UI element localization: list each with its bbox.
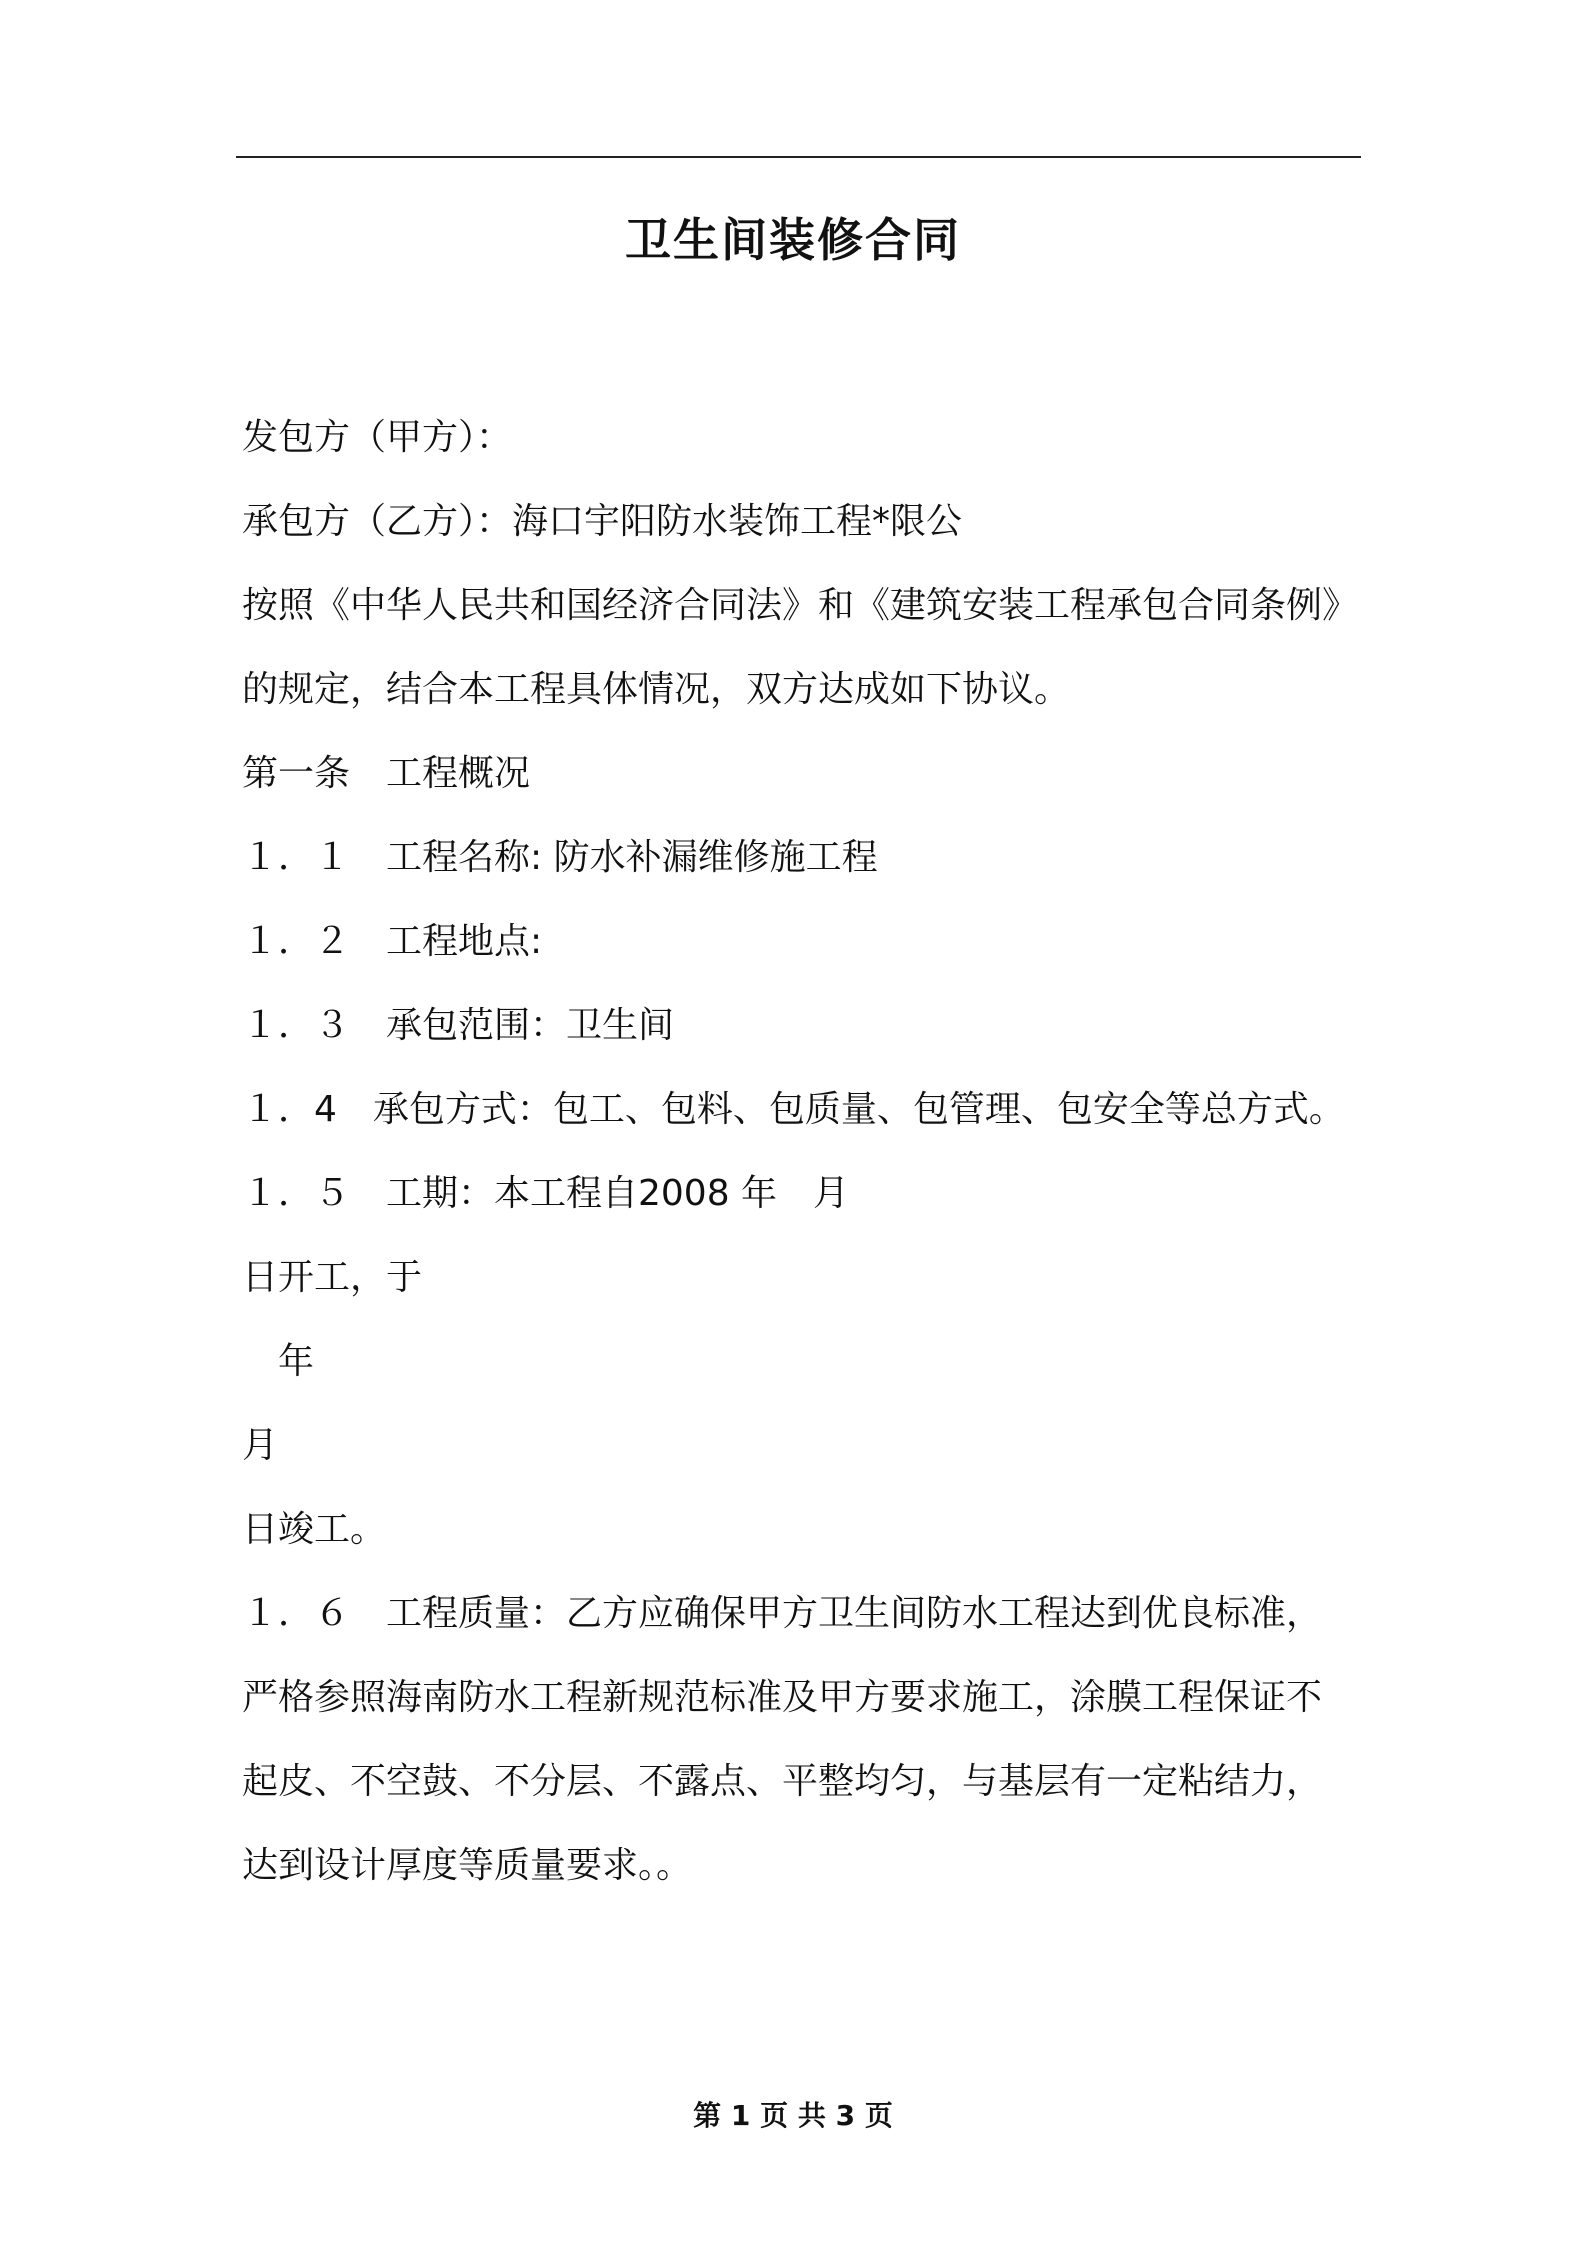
text-line-quality-3: 起皮、不空鼓、不分层、不露点、平整均匀，与基层有一定粘结力，: [242, 1761, 1323, 1802]
text-line-basis-1: 按照《中华人民共和国经济合同法》和《建筑安装工程承包合同条例》: [242, 585, 1359, 626]
text-line-1-1: １．１ 工程名称: 防水补漏维修施工程: [242, 837, 878, 878]
text-line-quality-2: 严格参照海南防水工程新规范标准及甲方要求施工，涂膜工程保证不: [242, 1677, 1323, 1718]
page-footer: 第 1 页 共 3 页: [693, 2099, 893, 2132]
text-line-1-4: １．4 承包方式：包工、包料、包质量、包管理、包安全等总方式。: [242, 1089, 1345, 1130]
text-line-quality-4: 达到设计厚度等质量要求。。: [242, 1845, 693, 1886]
header-rule: [236, 156, 1361, 158]
text-line-employer: 发包方（甲方）：: [242, 417, 513, 458]
document-title: 卫生间装修合同: [625, 213, 961, 267]
text-line-contractor: 承包方（乙方）：海口宇阳防水装饰工程*限公: [242, 501, 963, 542]
text-line-1-3: １．３ 承包范围：卫生间: [242, 1005, 675, 1046]
text-line-article-1: 第一条 工程概况: [242, 753, 531, 794]
text-line-year: 年: [242, 1341, 315, 1382]
text-line-month: 月: [242, 1425, 279, 1466]
text-line-basis-2: 的规定，结合本工程具体情况，双方达成如下协议。: [242, 669, 1071, 710]
text-line-1-2: １．２ 工程地点:: [242, 921, 543, 962]
text-line-completion: 日竣工。: [242, 1509, 387, 1550]
text-line-start: 日开工，于: [242, 1257, 423, 1298]
text-line-1-6: １．６ 工程质量：乙方应确保甲方卫生间防水工程达到优良标准，: [242, 1593, 1323, 1634]
contract-body: [242, 408, 1372, 1920]
text-line-1-5: １．５ 工期：本工程自2008 年 月: [242, 1173, 850, 1214]
